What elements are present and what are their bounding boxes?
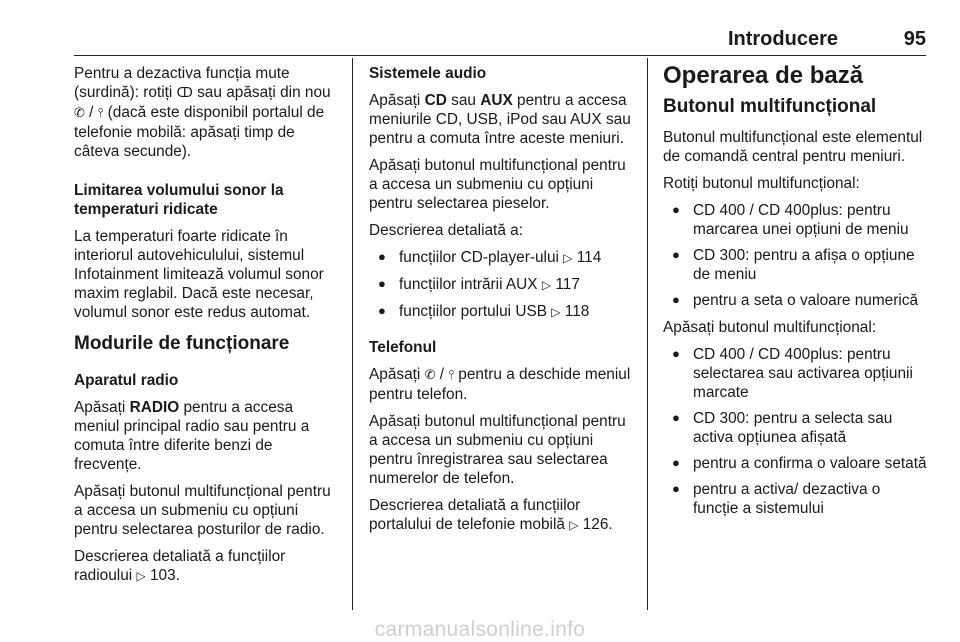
header-rule xyxy=(74,55,926,56)
press-list xyxy=(663,345,929,518)
page-ref-icon: ▷ xyxy=(563,251,573,265)
phone-paragraph: Apăsați ✆ / ⫯ pentru a deschide meniul pentru telefon. xyxy=(369,366,631,403)
list-item: ● funcțiilor portului USB ▷ 118 xyxy=(369,302,635,322)
list-item: ● CD 300: pentru a afișa o opțiune de meniu xyxy=(663,246,929,284)
radio-paragraph: Apăsați RADIO pentru a accesa meniul principal radio sau pentru a comuta între diferite benzi de frecvențe. xyxy=(74,399,310,473)
radio-reference-paragraph: Descrierea detaliată a funcțiilor radioului ▷ 103. xyxy=(74,548,286,584)
page-ref-icon: ▷ xyxy=(136,569,146,583)
column-divider-2 xyxy=(647,58,648,610)
phone-icon: ✆ xyxy=(424,368,436,383)
page-ref-icon: ▷ xyxy=(569,518,579,532)
list-item: ● funcțiilor intrării AUX ▷ 117 xyxy=(369,275,635,295)
list-item: ● pentru a seta o valoare numerică xyxy=(663,291,929,310)
audio-paragraph: Apăsați CD sau AUX pentru a accesa meniurile CD, USB, iPod sau AUX sau pentru a comuta între aceste meniuri. xyxy=(369,92,631,147)
intro-paragraph: Pentru a dezactiva funcția mute (surdină): rotiți ↀ sau apăsați din nou ✆ / ⫯ (dacă este disponibil portalul de telefonie mobilă: apăsați timp de câteva secunde). xyxy=(74,65,331,160)
column-3 xyxy=(663,64,929,526)
subheading-volume-limit: Limitarea volumului sonor la temperaturi ridicate xyxy=(74,182,284,218)
knob-paragraph: Butonul multifuncțional este elementul de comandă central pentru meniuri. xyxy=(663,129,923,165)
page-ref: 126. xyxy=(582,516,613,533)
aux-button-label: AUX xyxy=(480,92,513,109)
subheading-radio: Aparatul radio xyxy=(74,372,179,389)
rotate-list xyxy=(663,201,929,310)
phone-submenu-paragraph: Apăsați butonul multifuncțional pentru a accesa un submeniu cu opțiuni pentru înregistrarea sau selectarea numerelor de telefon. xyxy=(369,413,626,487)
section-title: Introducere xyxy=(727,28,838,50)
subheading-audio: Sistemele audio xyxy=(369,65,487,82)
list-item: ● pentru a confirma o valoare setată xyxy=(663,454,929,473)
audio-submenu-paragraph: Apăsați butonul multifuncțional pentru a accesa un submeniu cu opțiuni pentru selectarea pieselor. xyxy=(369,157,626,212)
page-header xyxy=(74,28,926,58)
heading-basic-operation: Operarea de bază xyxy=(663,62,864,89)
mute-icon: ⫯ xyxy=(448,368,455,383)
column-divider-1 xyxy=(352,58,353,610)
phone-icon: ✆ xyxy=(74,106,85,121)
list-item: ● pentru a activa/ dezactiva o funcție a sistemului xyxy=(663,480,929,518)
heading-multifunction-knob: Butonul multifuncțional xyxy=(663,96,877,117)
watermark: carmanualsonline.info xyxy=(374,618,586,641)
audio-list xyxy=(369,248,635,322)
list-item: ● CD 400 / CD 400plus: pentru marcarea unei opțiuni de meniu xyxy=(663,201,929,239)
phone-reference-paragraph: Descrierea detaliată a funcțiilor portalului de telefonie mobilă ▷ 126. xyxy=(369,497,613,533)
volume-limit-paragraph: La temperaturi foarte ridicate în interiorul autovehiculului, sistemul Infotainment limitează volumul sonor maxim reglabil. Dacă este necesar, volumul sonor este redus automat. xyxy=(74,228,324,321)
column-2 xyxy=(369,64,635,543)
list-item: ● CD 300: pentru a selecta sau activa opțiunea afișată xyxy=(663,409,929,447)
column-1 xyxy=(74,64,342,594)
page-number: 95 xyxy=(903,28,926,50)
subheading-phone: Telefonul xyxy=(369,339,437,356)
radio-button-label: RADIO xyxy=(129,399,180,416)
rotate-knob-icon: ↀ xyxy=(176,86,193,101)
page-ref: 103. xyxy=(149,567,180,584)
page-ref-icon: ▷ xyxy=(541,278,552,292)
list-item: ● funcțiilor CD-player-ului ▷ 114 xyxy=(369,248,635,268)
list-item: ● CD 400 / CD 400plus: pentru selectarea sau activarea opțiunii marcate xyxy=(663,345,929,402)
heading-operating-modes: Modurile de funcționare xyxy=(74,333,290,354)
rotate-knob-paragraph: Rotiți butonul multifuncțional: xyxy=(663,175,860,192)
press-knob-paragraph: Apăsați butonul multifuncțional: xyxy=(663,319,877,336)
audio-description-paragraph: Descrierea detaliată a: xyxy=(369,222,523,239)
page-ref-icon: ▷ xyxy=(551,305,561,319)
mute-icon: ⫯ xyxy=(97,106,104,121)
cd-button-label: CD xyxy=(424,92,447,109)
radio-submenu-paragraph: Apăsați butonul multifuncțional pentru a accesa un submeniu cu opțiuni pentru selectarea posturilor de radio. xyxy=(74,483,331,538)
